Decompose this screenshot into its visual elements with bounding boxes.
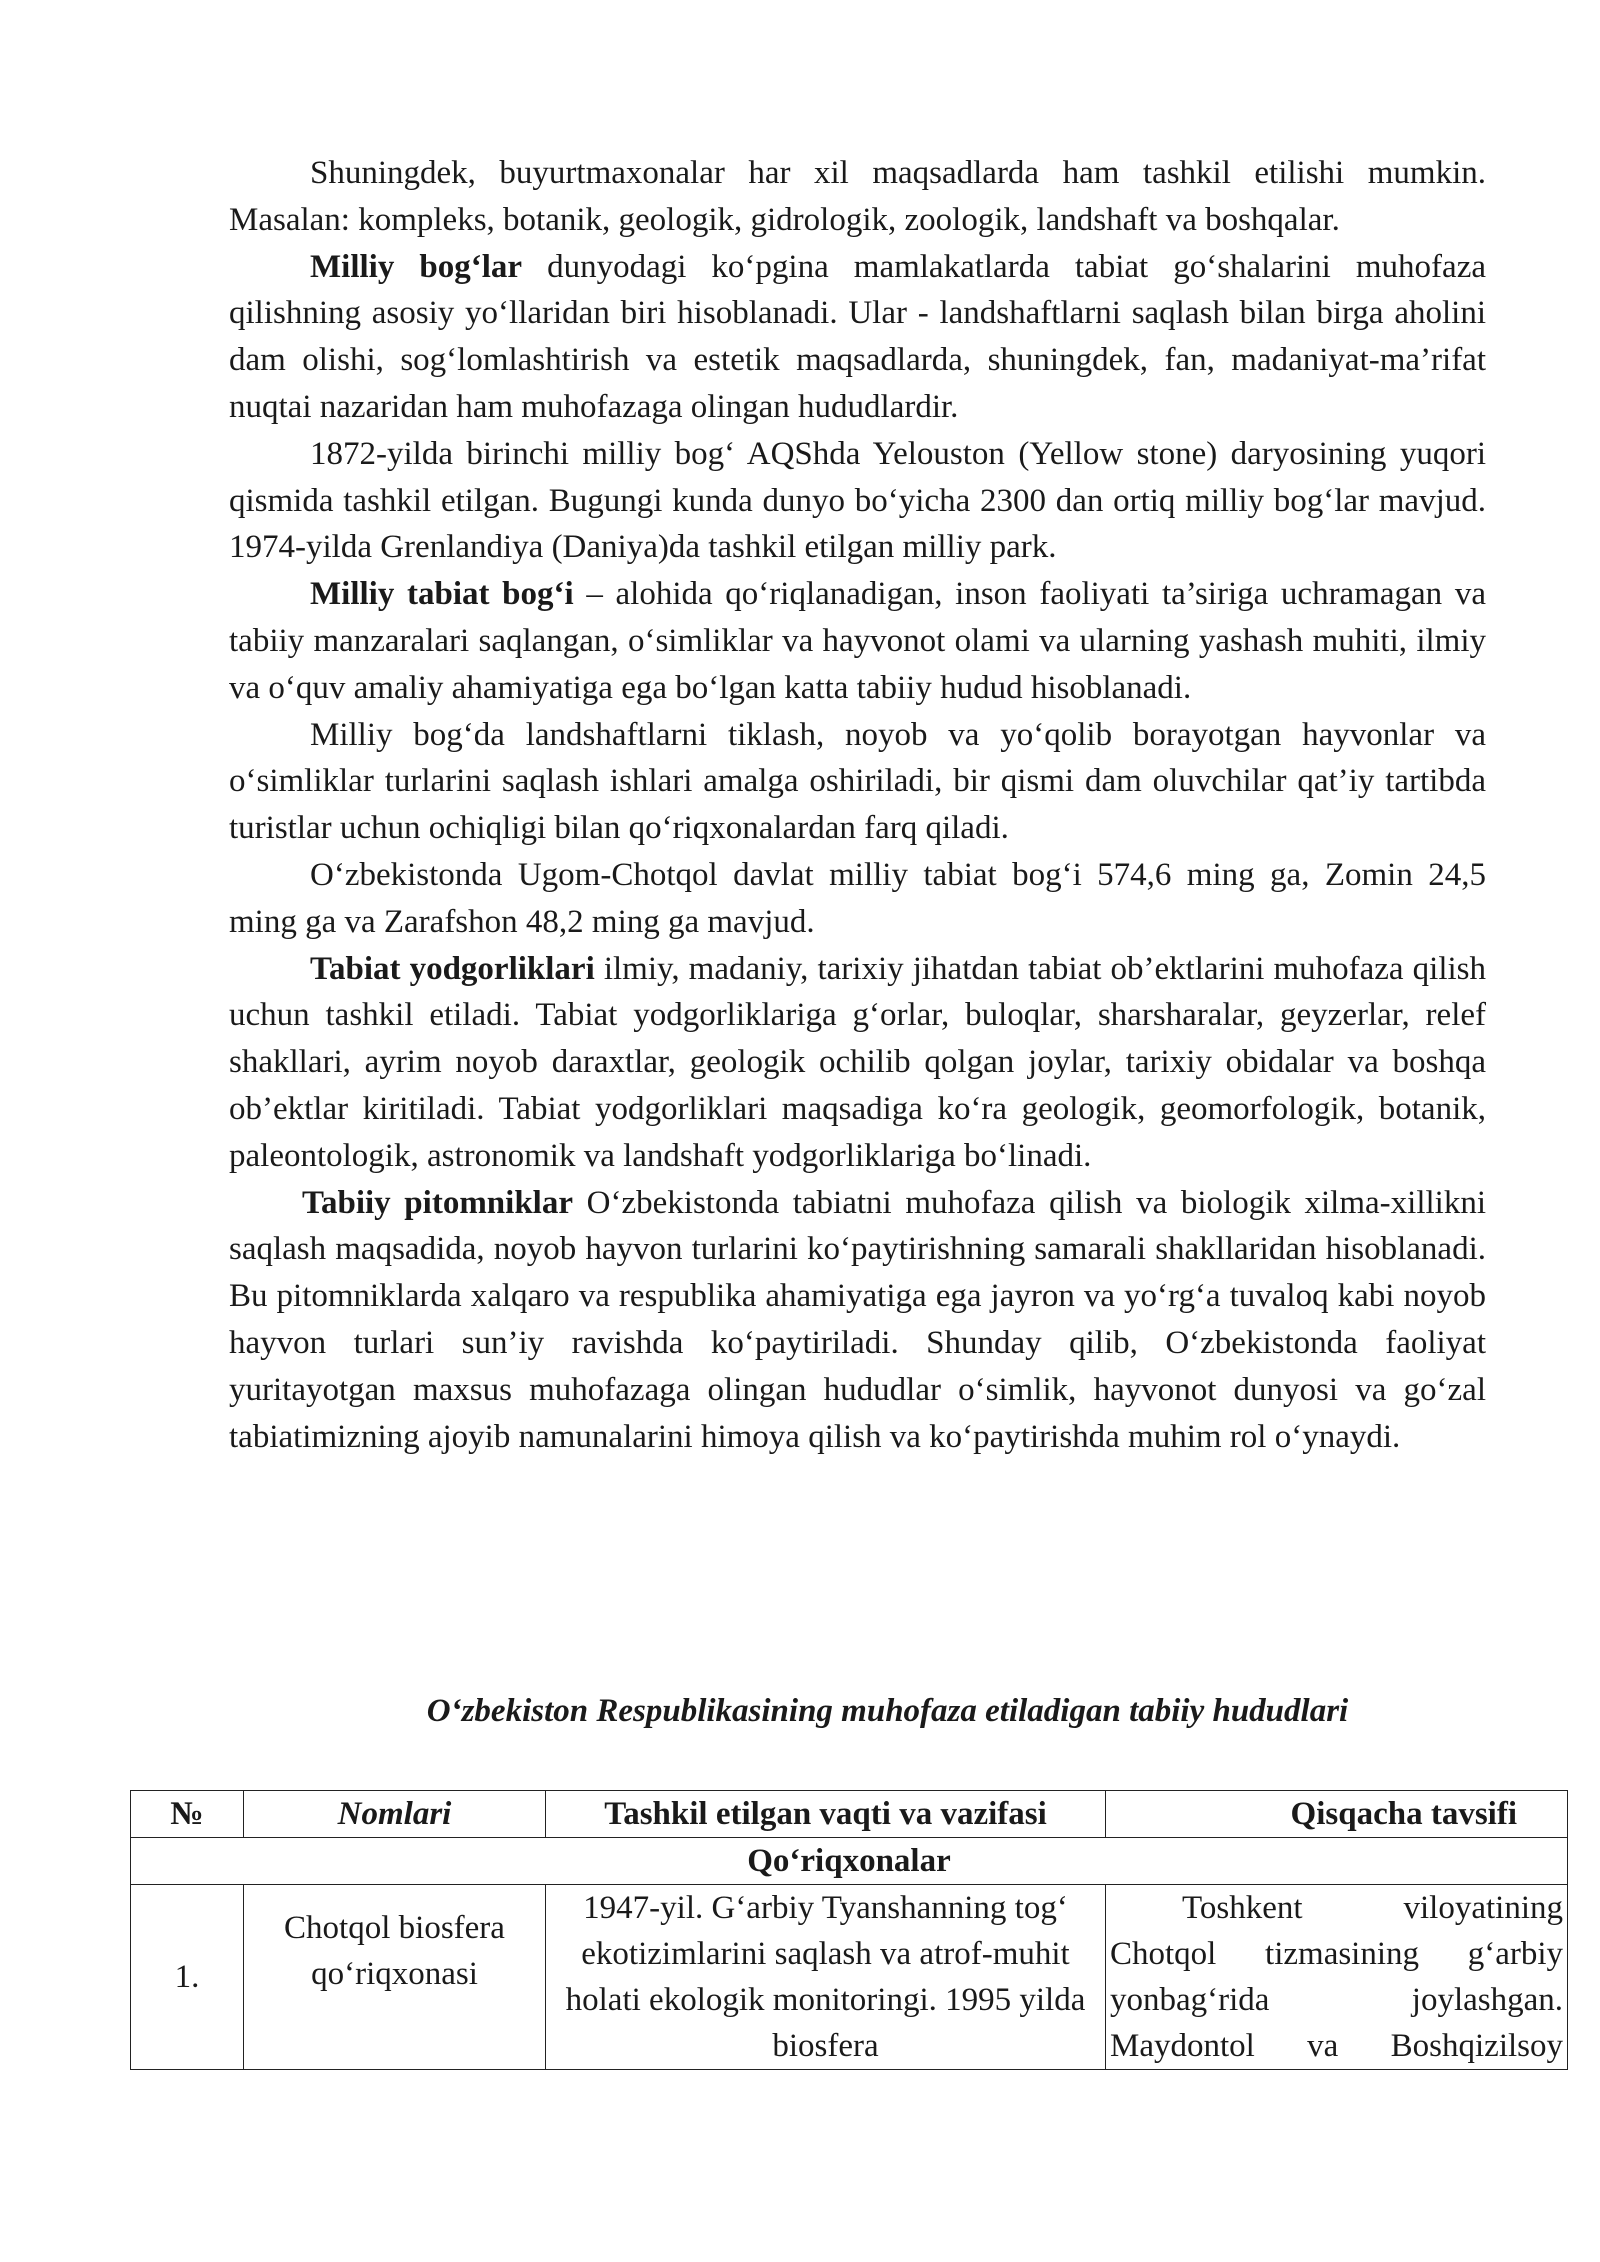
- table-section-row: [131, 1838, 1568, 1885]
- row-number: 1.: [131, 1885, 244, 2070]
- term-milliy-boglar: Milliy bog‘lar: [310, 248, 523, 285]
- paragraph-4: [229, 571, 1486, 711]
- paragraph-2-text: dunyodagi ko‘pgina mamlakatlarda tabiat go‘shalarini muhofaza qilishning asosiy yo‘llaridan biri hisoblanadi. Ular - landshaftlarni saqlash bilan birga aholini dam olishi, sog‘lomlashtirish va estetik maqsadlarda, shuningdek, fan, madaniyat-ma’rifat nuqtai nazaridan ham muhofazaga olingan hududlardir.: [229, 248, 1486, 425]
- term-milliy-tabiat-bogi: Milliy tabiat bog‘i: [310, 576, 574, 613]
- paragraph-3: 1872-yilda birinchi milliy bog‘ AQShda Yelouston (Yellow stone) daryosining yuqori qismida tashkil etilgan. Bugungi kunda dunyo bo‘yicha 2300 dan ortiq milliy bog‘lar mavjud. 1974-yilda Grenlandiya (Daniya)da tashkil etilgan milliy park.: [229, 435, 1486, 566]
- table-caption: O‘zbekiston Respublikasining muhofaza etiladigan tabiiy hududlari: [426, 1693, 1349, 1729]
- table-header-row: [131, 1791, 1568, 1838]
- paragraph-8: [229, 1180, 1486, 1461]
- row-description: Toshkent viloyatining Chotqol tizmasining g‘arbiy yonbag‘rida joylashgan. Maydontol va Boshqizilsoy: [1106, 1885, 1568, 2070]
- header-time: Tashkil etilgan vaqti va vazifasi: [546, 1791, 1106, 1838]
- header-description: Qisqacha tavsifi: [1106, 1791, 1568, 1838]
- document-body: [229, 150, 1486, 1460]
- paragraph-7-text: ilmiy, madaniy, tarixiy jihatdan tabiat ob’ektlarini muhofaza qilish uchun tashkil etiladi. Tabiat yodgorliklariga g‘orlar, buloqlar, sharsharalar, geyzerlar, relef shakllari, ayrim noyob daraxtlar, geologik ochilib qolgan joylar, tarixiy obidalar va boshqa ob’ektlar kiritiladi. Tabiat yodgorliklari maqsadiga ko‘ra geologik, geomorfologik, botanik, paleontologik, astronomik va landshaft yodgorliklariga bo‘linadi.: [229, 950, 1486, 1174]
- protected-areas-table: [130, 1790, 1568, 2070]
- row-name: Chotqol biosfera qo‘riqxonasi: [244, 1885, 546, 2070]
- term-tabiat-yodgorliklari: Tabiat yodgorliklari: [310, 950, 595, 987]
- paragraph-4-text: – alohida qo‘riqlanadigan, inson faoliyati ta’siriga uchramagan va tabiiy manzaralari saqlangan, o‘simliklar va hayvonot olami va ularning yashash muhiti, ilmiy va o‘quv amaliy ahamiyatiga ega bo‘lgan katta tabiiy hudud hisoblanadi.: [229, 576, 1486, 706]
- paragraph-5: Milliy bog‘da landshaftlarni tiklash, noyob va yo‘qolib borayotgan hayvonlar va o‘simliklar turlarini saqlash ishlari amalga oshiriladi, bir qismi dam oluvchilar qat’iy tartibda turistlar uchun ochiqligi bilan qo‘riqxonalardan farq qiladi.: [229, 716, 1486, 847]
- header-number: №: [131, 1791, 244, 1838]
- table-row: [131, 1885, 1568, 2070]
- paragraph-8-text: O‘zbekistonda tabiatni muhofaza qilish va biologik xilma-xillikni saqlash maqsadida, noyob hayvon turlarini ko‘paytirishning samarali shakllaridan hisoblanadi. Bu pitomniklarda xalqaro va respublika ahamiyatiga ega jayron va yo‘rg‘a tuvaloq kabi noyob hayvon turlari sun’iy ravishda ko‘paytiriladi. Shunday qilib, O‘zbekistonda faoliyat yuritayotgan maxsus muhofazaga olingan hududlar o‘simlik, hayvonot dunyosi va go‘zal tabiatimizning ajoyib namunalarini himoya qilish va ko‘paytirishda muhim rol o‘ynaydi.: [229, 1184, 1486, 1455]
- row-time: 1947-yil. G‘arbiy Tyanshanning tog‘ ekotizimlarini saqlash va atrof-muhit holati ekologik monitoringi. 1995 yilda biosfera: [546, 1885, 1106, 2070]
- paragraph-7: [229, 946, 1486, 1180]
- paragraph-6: O‘zbekistonda Ugom-Chotqol davlat milliy tabiat bog‘i 574,6 ming ga, Zomin 24,5 ming ga va Zarafshon 48,2 ming ga mavjud.: [229, 856, 1486, 940]
- section-title: Qo‘riqxonalar: [131, 1838, 1568, 1885]
- header-name: Nomlari: [244, 1791, 546, 1838]
- paragraph-2: [229, 244, 1486, 431]
- term-tabiiy-pitomniklar: Tabiiy pitomniklar: [302, 1184, 574, 1221]
- paragraph-1: Shuningdek, buyurtmaxonalar har xil maqsadlarda ham tashkil etilishi mumkin. Masalan: kompleks, botanik, geologik, gidrologik, zoologik, landshaft va boshqalar.: [229, 155, 1486, 238]
